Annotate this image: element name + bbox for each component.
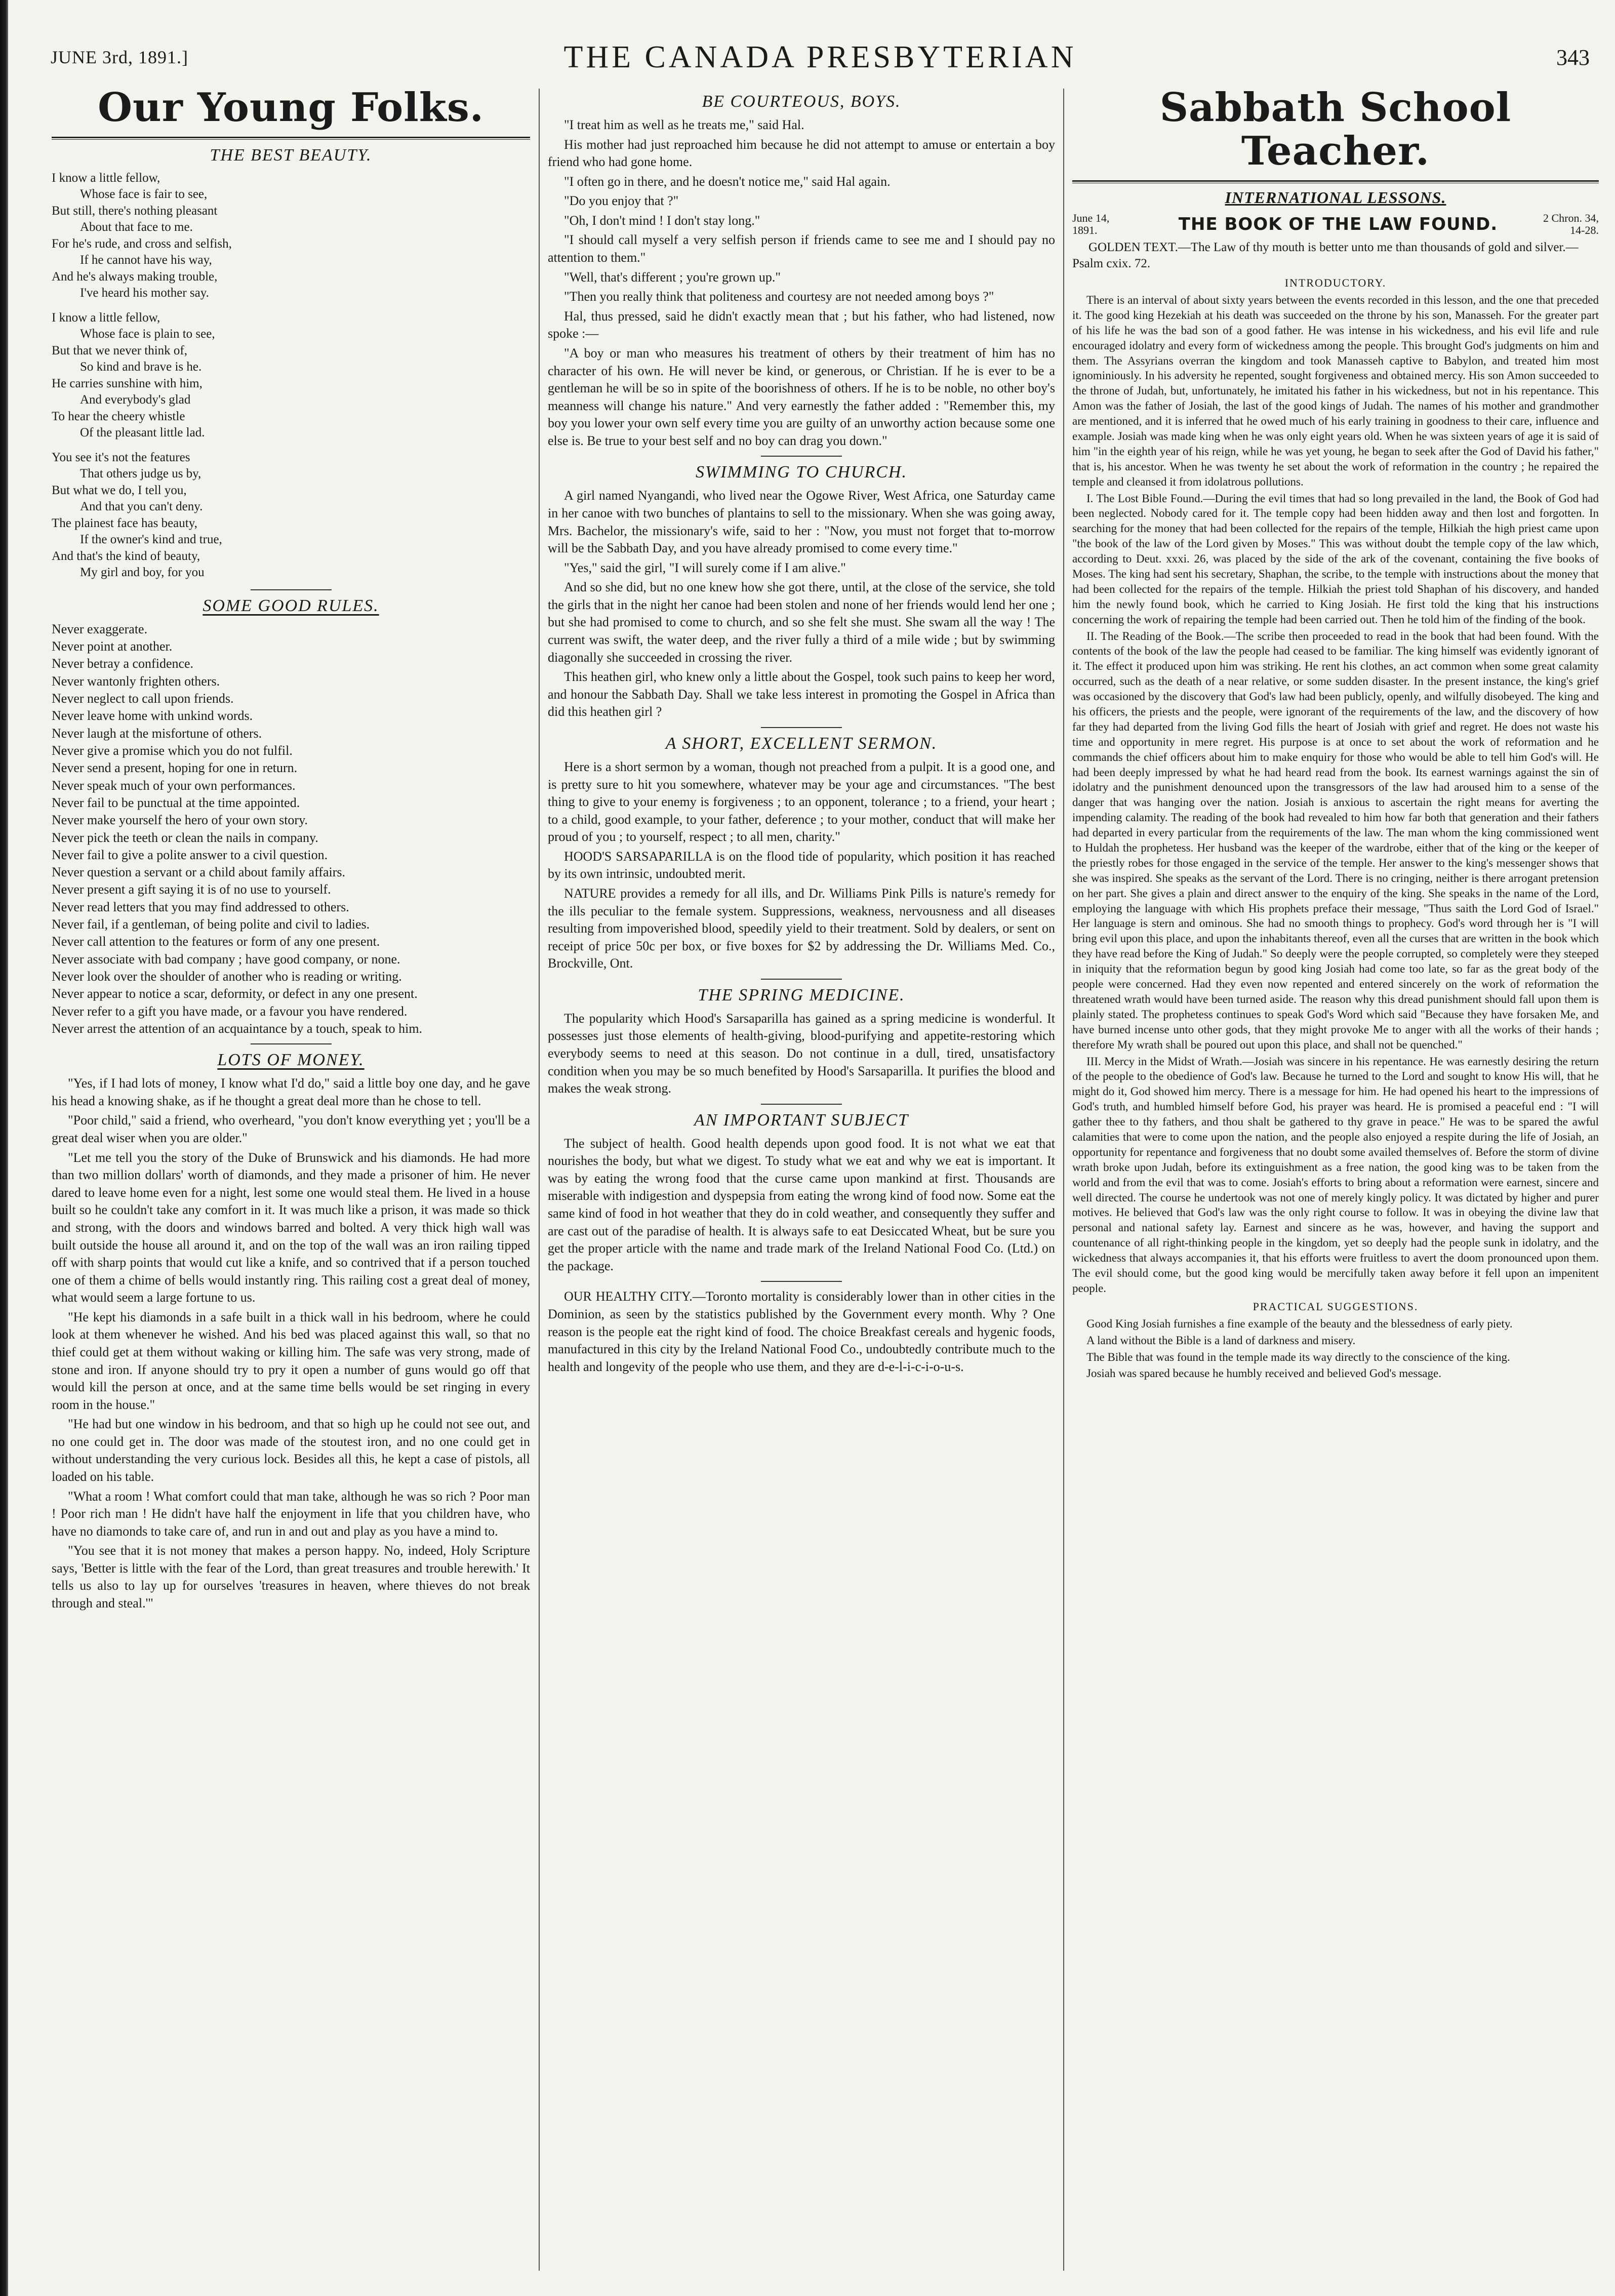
rules-title: SOME GOOD RULES. (203, 596, 379, 615)
paragraph: HOOD'S SARSAPARILLA is on the flood tide of popularity, which position it has reached by its own intrinsic, undoubted merit. (548, 849, 1055, 881)
poem-line: To hear the cheery whistle (52, 409, 185, 423)
paragraph: A land without the Bible is a land of darkness and misery. (1086, 1334, 1356, 1347)
column-middle (548, 86, 1055, 2278)
article-be-courteous (548, 116, 1055, 450)
rule-item: Never point at another. (52, 639, 173, 654)
page-number: 343 (1556, 45, 1590, 70)
poem-line: And that's the kind of beauty, (52, 549, 200, 563)
paragraph: II. The Reading of the Book.—The scribe then proceeded to read in the book that had been found. With the contents of the book of the law the people had ceased to be familiar. The king himself was evidently ignorant of it. The effect it produced upon him was striking. He rent his clothes, an act common when some great calamity occurred, such as the death of a near relative, or some sudden disaster. In the present instance, the king's grief was occasioned by the discovery that God's law had been publicly, openly, and wilfully disobeyed. The king and his officers, the priests and the people, were ignorant of the requirements of the law, and the discovery of how far they had departed from the living God fills the heart of Josiah with grief and regret. He does not waste his time and opportunity in mere regret. His purpose is at once to set about the work of reformation and he commands the chief officers about him to make enquiry for those who would be able to tell him God's will. He had been deeply impressed by what he had heard read from the book. Its earnest warnings against the sin of idolatry and the punishment denounced upon the transgressors of the law had aroused him to a sense of the danger that was hanging over the nation. Josiah is anxious to ascertain the right means for averting the impending calamity. The reading of the book had revealed to him how far both that generation and their fathers had departed in every particular from the requirements of the law. The man whom the king commissioned went to Huldah the prophetess. Her husband was the keeper of the wardrobe, either that of the king or the keeper of the priestly robes for those engaged in the service of the temple. Her answer to the king's messenger shows that she was inspired. She speaks as the servant of the Lord. There is no cringing, neither is there arrogant pretension on her part. She gives a plain and direct answer to the enquiry of the king. She speaks in the name of the Lord, employing the language with which His prophets preface their message, "Thus saith the Lord God of Israel." Her language is stern and ominous. She had no smooth things to prophecy. God's word through her is "I will bring evil upon this place, and upon the inhabitants thereof, even all the curses that are written in the book which they have read before the King of Judah." So deeply were the people corrupted, so completely were they steeped in iniquity that the reformation begun by good king Josiah had come too late, so far as the great body of the people were concerned. Had they even now repented and entered sincerely on the work of reformation the threatened wrath would have been turned aside. The reason why this dread punishment should fall upon them is plainly stated. The prophetess continues to speak God's Word which said "Because they have forsaken Me, and have burned incense unto other gods, that they might provoke Me to anger with all the works of their hands ; therefore My wrath shall be poured out upon this place, and shall not be quenched." (1072, 629, 1599, 1051)
poem-line: Of the pleasant little lad. (80, 426, 205, 440)
rule-item: Never question a servant or a child about family affairs. (52, 865, 345, 880)
article-lots-of-money (52, 1075, 530, 1612)
paragraph: And so she did, but no one knew how she got there, until, at the close of the service, she told the girls that in the night her canoe had been stolen and none of her friends would lend her one ; but she had promised to come to church, and so she felt she must. She swam all the way ! The current was swift, the water deep, and the river fully a third of a mile wide ; but by swimming diagonally she succeeded in crossing the river. (548, 580, 1055, 665)
rule-item: Never betray a confidence. (52, 656, 194, 671)
paragraph: "I treat him as well as he treats me," said Hal. (564, 117, 804, 132)
article-important-subject (548, 1135, 1055, 1275)
poem-best-beauty (52, 170, 530, 581)
double-rule (1072, 180, 1599, 183)
poem-line: But that we never think of, (52, 343, 187, 357)
poem-title: THE BEST BEAUTY. (210, 145, 372, 165)
poem-line: The plainest face has beauty, (52, 516, 197, 530)
rule-item: Never arrest the attention of an acquaintance by a touch, speak to him. (52, 1021, 423, 1036)
spring-title: THE SPRING MEDICINE. (698, 985, 905, 1004)
poem-line: But still, there's nothing pleasant (52, 204, 218, 218)
rule-item: Never pick the teeth or clean the nails in company. (52, 830, 318, 845)
lesson-body (1072, 293, 1599, 1296)
rule-item: Never look over the shoulder of another who is reading or writing. (52, 969, 402, 984)
column-sabbath-school (1072, 86, 1599, 2278)
paragraph: "He had but one window in his bedroom, and that so high up he could not see out, and no one could get in. The door was made of the stoutest iron, and no one could get in without understanding the very curious lock. Besides all this, he kept a case of pistols, all loaded on his table. (52, 1417, 530, 1484)
practical-suggestions (1072, 1316, 1599, 1382)
paragraph: Here is a short sermon by a woman, though not preached from a pulpit. It is a good one, and is pretty sure to hit you somewhere, whatever may be your age and circumstances. "The best thing to give to your enemy is forgiveness ; to an opponent, tolerance ; to a friend, your heart ; to a child, good example, to your father, deference ; to your mother, conduct that will make her proud of you ; to yourself, respect ; to all men, charity." (548, 759, 1055, 844)
paragraph: "Oh, I don't mind ! I don't stay long." (564, 213, 760, 228)
poem-line: Whose face is fair to see, (80, 187, 208, 202)
rule-item: Never neglect to call upon friends. (52, 691, 234, 706)
lesson-date: June 14, 1891. (1072, 211, 1110, 236)
poem-line: That others judge us by, (80, 467, 201, 481)
lesson-reference: 2 Chron. 34, 14-28. (1543, 211, 1599, 236)
section-divider (761, 456, 842, 457)
binding-edge (0, 0, 8, 2296)
section-divider (251, 1043, 332, 1044)
rule-item: Never refer to a gift you have made, or a favour you have rendered. (52, 1003, 408, 1019)
page-header (51, 29, 1590, 85)
subject-title: AN IMPORTANT SUBJECT (694, 1110, 909, 1130)
poem-line: He carries sunshine with him, (52, 376, 203, 390)
journal-title: THE CANADA PRESBYTERIAN (563, 40, 1077, 74)
introductory-heading: INTRODUCTORY. (1284, 276, 1387, 289)
double-rule (52, 137, 530, 140)
courteous-title: BE COURTEOUS, BOYS. (702, 92, 901, 111)
paragraph: Hal, thus pressed, said he didn't exactly mean that ; but his father, who had listened, now spoke :— (548, 308, 1055, 341)
rule-item: Never read letters that you may find addressed to others. (52, 899, 349, 914)
poem-line: About that face to me. (80, 220, 193, 234)
paragraph: "Then you really think that politeness and courtesy are not needed among boys ?" (564, 289, 994, 304)
paragraph: "You see that it is not money that makes a person happy. No, indeed, Holy Scripture says, 'Better is little with the fear of the Lord, than great treasures and trouble herewith.' It tells us also to lay up for ourselves 'treasures in heaven, where thieves do not break through and steal.'" (52, 1543, 530, 1611)
paragraph: Josiah was spared because he humbly received and believed God's message. (1086, 1367, 1441, 1380)
paragraph: "Well, that's different ; you're grown up." (564, 269, 781, 285)
rule-item: Never present a gift saying it is of no use to yourself. (52, 882, 331, 897)
paragraph: I. The Lost Bible Found.—During the evil times that had so long prevailed in the land, the Book of God had been neglected. Nobody cared for it. The temple copy had been hidden away and then lost and forgotten. In searching for the money that had been collected for the repairs of the temple, Hilkiah the high priest came upon "the book of the law of the Lord given by Moses." This was without doubt the temple copy of the law which, according to Deut. xxxi. 26, was placed by the side of the ark of the covenant, containing the five books of Moses. The king had sent his secretary, Shaphan, the scribe, to the temple with instructions about the money that had been collected for the repairs of the temple. Hilkiah the priest told Shaphan of his discovery, and handed him the newly found book, which he carried to King Josiah. He first told the king that his instructions concerning the work of repairing the temple had been carried out. Then he told him of the finding of the book. (1072, 492, 1599, 626)
section-divider (761, 1281, 842, 1282)
paragraph: The popularity which Hood's Sarsaparilla has gained as a spring medicine is wonderful. It possesses just those elements of health-giving, blood-purifying and appetite-restoring which everybody seems to need at this season. Do not continue in a dull, tired, unsatisfactory condition when you may be so much benefited by Hood's Sarsaparilla. It purifies the blood and makes the weak strong. (548, 1011, 1055, 1096)
paragraph: "Poor child," said a friend, who overheard, "you don't know everything yet ; you'll be a great deal wiser when you are older." (52, 1113, 530, 1146)
poem-line: Whose face is plain to see, (80, 327, 215, 341)
paragraph: "I often go in there, and he doesn't notice me," said Hal again. (564, 174, 891, 189)
paragraph: "Yes, if I had lots of money, I know what I'd do," said a little boy one day, and he gave his head a knowing shake, as if he thought a great deal more than he chose to tell. (52, 1076, 530, 1108)
rule-item: Never fail, if a gentleman, of being polite and civil to ladies. (52, 917, 370, 932)
rule-item: Never speak much of your own performances. (52, 778, 296, 793)
column-young-folks (52, 86, 530, 2278)
poem-line: If the owner's kind and true, (80, 533, 222, 547)
rule-item: Never exaggerate. (52, 621, 148, 636)
rule-item: Never fail to give a polite answer to a civil question. (52, 847, 328, 862)
swim-title: SWIMMING TO CHURCH. (696, 463, 907, 482)
poem-line: And that you can't deny. (80, 500, 203, 514)
paragraph: Good King Josiah furnishes a fine example of the beauty and the blessedness of early piety. (1086, 1317, 1513, 1330)
section-divider (761, 979, 842, 980)
article-short-sermon (548, 758, 1055, 973)
paragraph: OUR HEALTHY CITY.—Toronto mortality is considerably lower than in other cities in the Dominion, as seen by the statistics published by the Government every month. Why ? One reason is the people eat the right kind of food. The choice Breakfast cereals and hygenic foods, manufactured in this city by the Ireland National Food Co., undoubtedly contribute much to the health and longevity of the people who use them, and they are d-e-l-i-c-i-o-u-s. (548, 1289, 1055, 1374)
rule-item: Never wantonly frighten others. (52, 673, 220, 689)
rule-item: Never make yourself the hero of your own story. (52, 813, 308, 828)
paragraph: "Yes," said the girl, "I will surely come if I am alive." (564, 560, 846, 575)
rule-item: Never send a present, hoping for one in return. (52, 760, 298, 776)
paragraph: "Let me tell you the story of the Duke of Brunswick and his diamonds. He had more than two million dollars' worth of diamonds, and they made a prisoner of him. He never dared to leave home even for a night, lest some one would steal them. He lived in a house built so he couldn't take any comfort in it. It was much like a prison, it was made so thick and strong, with the doors and windows barred and bolted. A very thick high wall was built outside the house all around it, and on the top of the wall was an iron railing tipped off with sharp points that would cut like a knife, and so contrived that if a person touched one of them a chime of bells would instantly ring. This railing cost a great deal of money, what would seem a large fortune to us. (52, 1150, 530, 1305)
article-healthy-city (548, 1288, 1055, 1376)
rule-item: Never laugh at the misfortune of others. (52, 726, 262, 741)
issue-date: JUNE 3rd, 1891.] (51, 47, 188, 67)
column-rule-2 (1063, 89, 1064, 2271)
department-title: Sabbath School Teacher. (1159, 86, 1512, 174)
paragraph: "What a room ! What comfort could that man take, although he was so rich ? Poor man ! Poor rich man ! He didn't have half the enjoyment in life that you children have, who have no diamonds to take care of, and run in and out and play as you have a mind to. (52, 1488, 530, 1539)
paragraph: "A boy or man who measures his treatment of others by their treatment of him has no character of his own. He will never be kind, or generous, or Christian. If he is ever to be a gentleman he will be so in spite of the boorishness of others. If he is to be noble, no other boy's meanness will change his nature." And very earnestly the father added : "Remember this, my boy you lower your own self every time you are guilty of an unworthy action because some one else is. Be true to your best self and no boy can drag you down." (548, 345, 1055, 448)
article-spring-medicine (548, 1010, 1055, 1098)
poem-line: I know a little fellow, (52, 171, 160, 185)
poem-line: If he cannot have his way, (80, 253, 212, 267)
practical-heading: PRACTICAL SUGGESTIONS. (1253, 1300, 1419, 1313)
rule-item: Never call attention to the features or form of any one present. (52, 934, 380, 949)
poem-line: And he's always making trouble, (52, 269, 218, 284)
poem-line: For he's rude, and cross and selfish, (52, 236, 232, 251)
poem-line: But what we do, I tell you, (52, 483, 187, 497)
section-divider (251, 589, 332, 590)
section-divider (761, 727, 842, 728)
lesson-title: THE BOOK OF THE LAW FOUND. (1178, 214, 1498, 234)
paragraph: The subject of health. Good health depends upon good food. It is not what we eat that nourishes the body, but what we digest. To study what we eat and why we eat is important. It was by eating the wrong food that the curse came upon mankind at first. Thousands are miserable with indigestion and dyspepsia from eating the wrong kind of food now. Some eat the same kind of food in hot weather that they do in cold weather, and consequently they suffer and are cast out of the paradise of health. It is always safe to eat Desiccated Wheat, but be sure you get the proper article with the name and trade mark of the Ireland National Food Co. (Ltd.) on the package. (548, 1136, 1055, 1273)
paragraph: The Bible that was found in the temple made its way directly to the conscience of the king. (1086, 1350, 1510, 1363)
poem-stanza (52, 310, 530, 441)
rule-item: Never associate with bad company ; have good company, or none. (52, 951, 400, 966)
poem-line: And everybody's glad (80, 393, 191, 407)
rule-item: Never give a promise which you do not fulfil. (52, 743, 293, 758)
paragraph: NATURE provides a remedy for all ills, and Dr. Williams Pink Pills is nature's remedy for the ills peculiar to the female system. Suppressions, weakness, nervousness and all diseases resulting from impoverished blood, speedily yield to their treatment. Sold by dealers, or sent on receipt of price 50c per box, or five boxes for $2 by addressing the Dr. Williams Med. Co., Brockville, Ont. (548, 885, 1055, 971)
poem-line: I know a little fellow, (52, 310, 160, 325)
poem-line: So kind and brave is he. (80, 360, 202, 374)
paragraph: "He kept his diamonds in a safe built in a thick wall in his bedroom, where he could look at them whenever he wished. And his bed was placed against this wall, so that no thief could get at them without waking or killing him. The safe was very strong, made of stone and iron. If anyone should try to pry it open a number of guns would go off that would kill the person at once, and at the same time bells would be set ringing in every room in the house." (52, 1309, 530, 1412)
article-swimming-to-church (548, 487, 1055, 721)
paragraph: This heathen girl, who knew only a little about the Gospel, took such pains to keep her word, and honour the Sabbath Day. Shall we take less interest in promoting the Gospel in Africa than did this heathen girl ? (548, 669, 1055, 719)
column-rule-1 (539, 89, 540, 2271)
department-title: Our Young Folks. (98, 86, 484, 131)
subdepartment-title: INTERNATIONAL LESSONS. (1225, 188, 1446, 207)
paragraph: "I should call myself a very selfish person if friends came to see me and I should pay no attention to them." (548, 232, 1055, 265)
paragraph: His mother had just reproached him because he did not attempt to amuse or entertain a boy friend who had gone home. (548, 137, 1055, 170)
poem-stanza (52, 450, 530, 581)
paragraph: A girl named Nyangandi, who lived near the Ogowe River, West Africa, one Saturday came in her canoe with two bunches of plantains to sell to the missionary. When she was going away, Mrs. Bachelor, the missionary's wife, said to her : "Now, you must not forget that to-morrow will be the Sabbath Day, and you have already promised to come every time." (548, 488, 1055, 556)
rule-item: Never appear to notice a scar, deformity, or defect in any one present. (52, 986, 418, 1001)
section-divider (761, 1104, 842, 1105)
sermon-title: A SHORT, EXCELLENT SERMON. (665, 734, 938, 753)
rule-item: Never fail to be punctual at the time appointed. (52, 795, 300, 810)
rules-list (52, 621, 530, 1038)
poem-stanza (52, 170, 530, 302)
rule-item: Never leave home with unkind words. (52, 708, 253, 723)
poem-line: My girl and boy, for you (80, 566, 205, 580)
paragraph: III. Mercy in the Midst of Wrath.—Josiah was sincere in his repentance. He was earnestly desiring the return of the people to the obedience of God's law. Because he turned to the Lord and sought to know His will, that he might do it, God showed him mercy. There is a message for him. He had opened his heart to the impressions of God's truth, and humbled himself before God, his prayer was heard. He is promised a peaceful end : "I will gather thee to thy fathers, and thou shalt be gathered to thy grave in peace." He was to be spared the awful calamities that were to come upon the nation, and the people also enjoyed a respite during the life of Josiah, an opportunity for repentance and forgiveness that no doubt some availed themselves of. Before the storm of divine wrath broke upon Judah, before its extinguishment as a free nation, the good king was to be taken from the world and from the evil that was to come. Josiah's efforts to bring about a reformation were earnest, sincere and well directed. The course he undertook was not one of merely kingly policy. It was dictated by higher and purer motives. He believed that God's law was the only right course to follow. It was in obeying the divine law that personal and national safety lay. Earnest and sincere as he was, however, and having the support and countenance of all right-thinking people in the kingdom, yet so deeply had the people sunk in idolatry, and the wickedness that always accompanies it, that his efforts were fruitless to avert the doom pronounced upon them. The evil should come, but the good king would be mercifully taken away before it fell upon an impenitent people. (1072, 1055, 1599, 1295)
paragraph: "Do you enjoy that ?" (564, 193, 679, 209)
lesson-heading (1072, 212, 1599, 236)
poem-line: You see it's not the features (52, 450, 190, 464)
money-title: LOTS OF MONEY. (217, 1051, 365, 1070)
golden-text: GOLDEN TEXT.—The Law of thy mouth is better unto me than thousands of gold and silver.—Psalm cxix. 72. (1072, 240, 1579, 271)
paragraph: There is an interval of about sixty years between the events recorded in this lesson, and the one that preceded it. The good king Hezekiah at his death was succeeded on the throne by his son, Manasseh. For the greater part of his life he was the bad son of a good father. He was intense in his wickedness, and his evil life and rule encouraged idolatry and every form of wickedness among the people. This brought God's judgments on him and them. The Assyrians overran the kingdom and took Manasseh captive to Babylon, and treated him most ignominiously. In his adversity he repented, sought forgiveness and obtained mercy. His son Amon succeeded to the throne of Judah, but, unfortunately, he imitated his father in his wickedness, but not in his repentance. This Amon was the father of Josiah, the last of the good kings of Judah. The names of his mother and grandmother are mentioned, and it is inferred that he owed much of his early training in goodness to their care, influence and example. Josiah was made king when he was only eight years old. When he was sixteen years of age it is said of him "in the eighth year of his reign, while he was yet young, he began to seek after the God of David his father," that is, his ancestor. When he was twenty he set about the work of reformation in the country ; he repaired the temple and cleansed it from idolatrous pollutions. (1072, 293, 1599, 488)
poem-line: I've heard his mother say. (80, 286, 209, 300)
